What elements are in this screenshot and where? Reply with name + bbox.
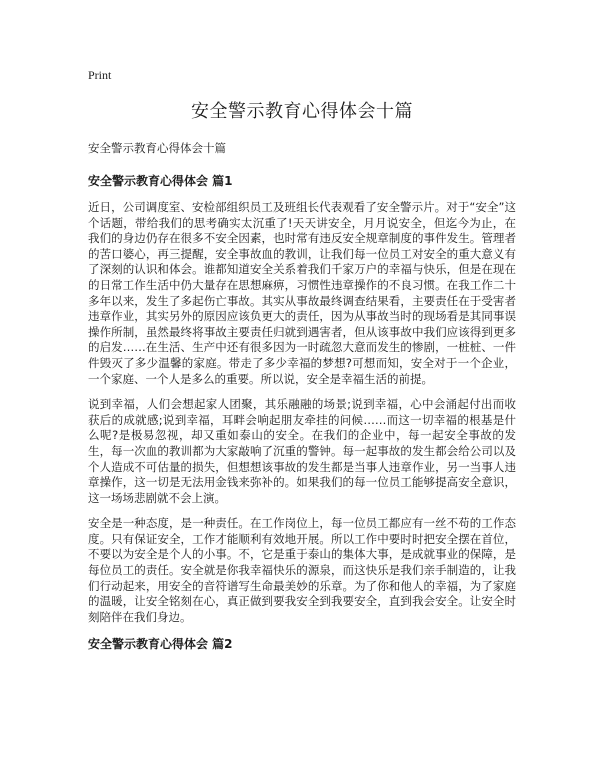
print-link[interactable]: Print (88, 68, 112, 82)
paragraph-3: 安全是一种态度，是一种责任。在工作岗位上，每一位员工都应有一丝不苟的工作态度。只有保证安全，工作才能顺利有效地开展。所以工作中要时时把安全摆在首位，不要以为安全是个人的小事。不，它是重于泰山的集体大事，是成就事业的保障，是每位员工的责任。安全就是你我幸福快乐的源泉，而这快乐是我们亲手制造的，让我们行动起来，用安全的音符谱写生命最美妙的乐章。为了你和他人的幸福，为了家庭的温暖，让安全铭刻在心，真正做到要我安全到我要安全，直到我会安全。让安全时刻陪伴在我们身边。 (88, 516, 516, 624)
page-title: 安全警示教育心得体会十篇 (191, 101, 413, 122)
document-subtitle: 安全警示教育心得体会十篇 (88, 141, 226, 155)
section-heading-2: 安全警示教育心得体会 篇2 (88, 637, 233, 652)
paragraph-2: 说到幸福，人们会想起家人团聚，其乐融融的场景;说到幸福，心中会涌起付出而收获后的成就感;说到幸福，耳畔会响起朋友牵挂的问候……而这一切幸福的根基是什么呢?是极易忽视，却又重如泰山的安全。在我们的企业中，每一起安全事故的发生，每一次血的教训都为大家敲响了沉重的警钟。每一起事故的发生都会给公司以及个人造成不可估量的损失，但想想该事故的发生都是当事人违章作业，另一当事人违章操作，这一切是无法用金钱来弥补的。如果我们的每一位员工能够提高安全意识，这一场场悲剧就不会上演。 (88, 397, 516, 505)
paragraph-1: 近日，公司调度室、安检部组织员工及班组长代表观看了安全警示片。对于“安全”这个话题，带给我们的思考确实太沉重了!天天讲安全，月月说安全，但迄今为止，在我们的身边仍存在很多不安全因素，也时常有违反安全规章制度的事件发生。管理者的苦口婆心，再三提醒，安全事故血的教训，让我们每一位员工对安全的重大意义有了深刻的认识和体会。谁都知道安全关系着我们千家万户的幸福与快乐，但是在现在的日常工作生活中仍大量存在思想麻痹，习惯性违章操作的不良习惯。在我工作二十多年以来，发生了多起伤亡事故。其实从事故最终调查结果看，主要责任在于受害者违章作业，其实另外的原因应该负更大的责任，因为从事故当时的现场看是其同事误操作所制，虽然最终将事故主要责任归就到遇害者，但从该事故中我们应该得到更多的启发……在生活、生产中还有很多因为一时疏忽大意而发生的惨剧，一桩桩、一件件毁灭了多少温馨的家庭。带走了多少幸福的梦想?可想而知，安全对于一个企业，一个家庭、一个人是多么的重要。所以说，安全是幸福生活的前提。 (88, 200, 516, 386)
section-heading-1: 安全警示教育心得体会 篇1 (88, 174, 233, 188)
